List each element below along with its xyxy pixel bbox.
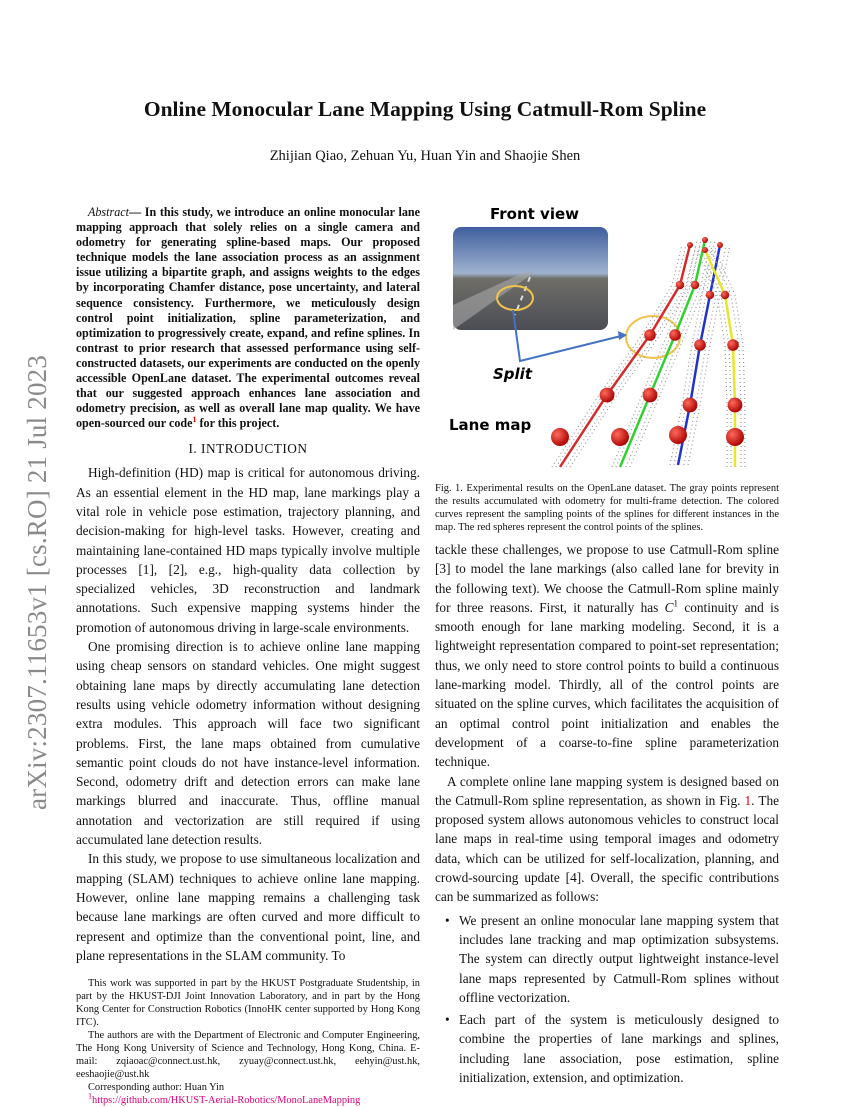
control-point <box>676 281 684 289</box>
control-point <box>669 329 681 341</box>
control-point <box>687 242 693 248</box>
control-point <box>727 339 739 351</box>
footnotes <box>76 965 420 1107</box>
lane-spline <box>620 240 705 467</box>
control-point <box>691 281 699 289</box>
control-point <box>694 339 706 351</box>
control-point <box>643 388 658 403</box>
footnote-mark: 1 <box>88 1091 92 1101</box>
contribution-list <box>435 911 779 1088</box>
gray-detection-points <box>616 240 701 467</box>
lane-map-label: Lane map <box>449 416 532 434</box>
control-point <box>683 398 698 413</box>
list-item: • We present an online monocular lane mapping system that includes lane tracking and map optimization subsystems. The system can directly output lightweight instance-level lane maps represented by Catmull-Rom splines without offline vectorization. <box>459 911 779 1007</box>
math: C <box>664 599 674 615</box>
code-link[interactable]: https://github.com/HKUST-Aerial-Robotics/MonoLaneMapping <box>92 1095 361 1107</box>
footnote-support: This work was supported in part by the HKUST Postgraduate Studentship, in part by the HKUST-DJI Joint Innovation Laboratory, and in part by the Hong Kong Center for Construction Robotics (InnoHK center supported by Hong Kong ITC). <box>76 978 420 1029</box>
paper-title: Online Monocular Lane Mapping Using Catmull-Rom Spline <box>143 97 707 121</box>
abstract-text-end: for this project. <box>196 416 280 431</box>
abstract <box>76 205 420 431</box>
paragraph: In this study, we propose to use simultaneous localization and mapping (SLAM) techniques to achieve online lane mapping. However, online lane mapping remains a challenging task because lane markings are often curved and more difficult to represent and optimize than the conventional point, line, and plane representations in the SLAM community. To <box>76 851 420 963</box>
footnote-corresponding: Corresponding author: Huan Yin <box>88 1082 225 1094</box>
math-sup: 1 <box>673 598 679 609</box>
left-column-body <box>76 463 420 965</box>
footnote-url-line <box>76 1091 420 1107</box>
control-point <box>702 247 708 253</box>
split-label: Split <box>493 365 532 383</box>
control-point <box>669 426 687 444</box>
control-point <box>721 291 729 299</box>
right-column <box>435 195 779 1087</box>
text: continuity and is smooth enough for lane marking modeling. Second, it is a lightweight representation compared to point-set representation; thus, we only need to store control points to build a continuous lane-marking model. Thirdly, all of the control points are situated on the spline curves, which facilitates the acquisition of an optimal control point initialization and enables the development of a coarse-to-fine spline parameterization technique. <box>435 599 779 770</box>
front-view-label: Front view <box>490 205 580 223</box>
footnote-affiliation: The authors are with the Department of Electronic and Computer Engineering, The Hong Kong University of Science and Technology, Hong Kong, China. E-mail: zqiaoac@connect.ust.hk, zyuay@connect.ust.hk, eehyin@ust.hk, eeshaojie@ust.hk <box>76 1030 420 1081</box>
control-point <box>726 428 744 446</box>
abstract-label: Abstract <box>88 205 129 219</box>
footnote-mark[interactable]: 1 <box>192 415 197 425</box>
section-heading <box>76 440 420 457</box>
text: tackle these challenges, we propose to use Catmull-Rom spline [3] to model the lane markings (also called lane for brevity in the following text). We choose the Catmull-Rom spline mainly for three reasons. First, it naturally has <box>435 542 779 615</box>
figure-1 <box>435 195 779 480</box>
control-point <box>600 388 615 403</box>
paragraph <box>435 540 779 772</box>
left-column <box>76 205 420 1107</box>
gray-detection-points <box>688 245 730 465</box>
list-item: • Each part of the system is meticulously designed to combine the properties of lane markings and splines, including lane association, pose estimation, spline initialization, extension, and optimization. <box>459 1010 779 1087</box>
control-point <box>706 291 714 299</box>
text: A complete online lane mapping system is designed based on the Catmull-Rom spline representation, as shown in Fig. <box>435 773 779 808</box>
text: . The proposed system allows autonomous vehicles to construct local lane maps in real-time using temporal images and odometry data, which can be utilized for self-localization, planning, and crowd-sourcing update [4]. Overall, the specific contributions can be summarized as follows: <box>435 792 779 905</box>
right-column-body <box>435 540 779 907</box>
section-heading-text: I. INTRODUCTION <box>188 441 308 457</box>
authors: Zhijian Qiao, Zehuan Yu, Huan Yin and Shaojie Shen <box>269 148 581 164</box>
figure-caption: Fig. 1. Experimental results on the OpenLane dataset. The gray points represent the results accumulated with odometry for multi-frame detection. The colored curves represent the sampling points of the splines for different instances in the map. The red spheres represent the control points of the splines. <box>435 483 779 533</box>
arxiv-identifier: arXiv:2307.11653v1 [cs.RO] 21 Jul 2023 <box>22 354 52 810</box>
control-point <box>551 428 569 446</box>
control-point <box>644 329 656 341</box>
gray-detection-points <box>684 245 726 465</box>
paragraph: High-definition (HD) map is critical for autonomous driving. As an essential element in the HD map, lane markings play a vital role in vehicle pose estimation, trajectory planning, and decision-making for high-level tasks. However, creating and maintaining lane-contained HD maps typically involve multiple processes [1], [2], e.g., high-quality data collection by specialized vehicles, 3D reconstruction and landmark annotations. Such expensive mapping systems hinder the promotion of autonomous driving in large-scale environments. <box>76 465 420 635</box>
paragraph <box>435 772 779 907</box>
control-point <box>717 242 723 248</box>
front-view-image <box>453 227 608 330</box>
control-point <box>728 398 743 413</box>
paragraph: One promising direction is to achieve online lane mapping using cheap sensors on standard vehicles. One might suggest obtaining lane maps by directly accumulating lane detection results using vehicle odometry information without designing extra modules. This approach will face two significant problems. First, the lane maps obtained from cumulative semantic point clouds do not have instance-level information. Second, odometry drift and detection errors can make lane markings blurred and inaccurate. Thus, offline manual annotation and vectorization are still required if using accumulated lane detection results. <box>76 639 420 848</box>
abstract-text: — In this study, we introduce an online monocular lane mapping approach that solely relies on a single camera and odometry for generating spline-based maps. Our proposed technique models the lane association process as an assignment issue utilizing a bipartite graph, and assigns weights to the edges by incorporating Chamfer distance, pose uncertainty, and lateral sequence consistency. Furthermore, we meticulously design control point initialization, spline parameterization, and optimization to progressively create, expand, and refine splines. In contrast to prior research that assessed performance using self-constructed datasets, our experiments are conducted on the openly accessible OpenLane dataset. The experimental outcomes reveal that our suggested approach enhances lane association and odometry precision, as well as overall lane map quality. We have open-sourced our code <box>76 205 420 431</box>
control-point <box>702 237 708 243</box>
control-point <box>611 428 629 446</box>
figure-ref-link[interactable]: 1 <box>744 792 752 808</box>
